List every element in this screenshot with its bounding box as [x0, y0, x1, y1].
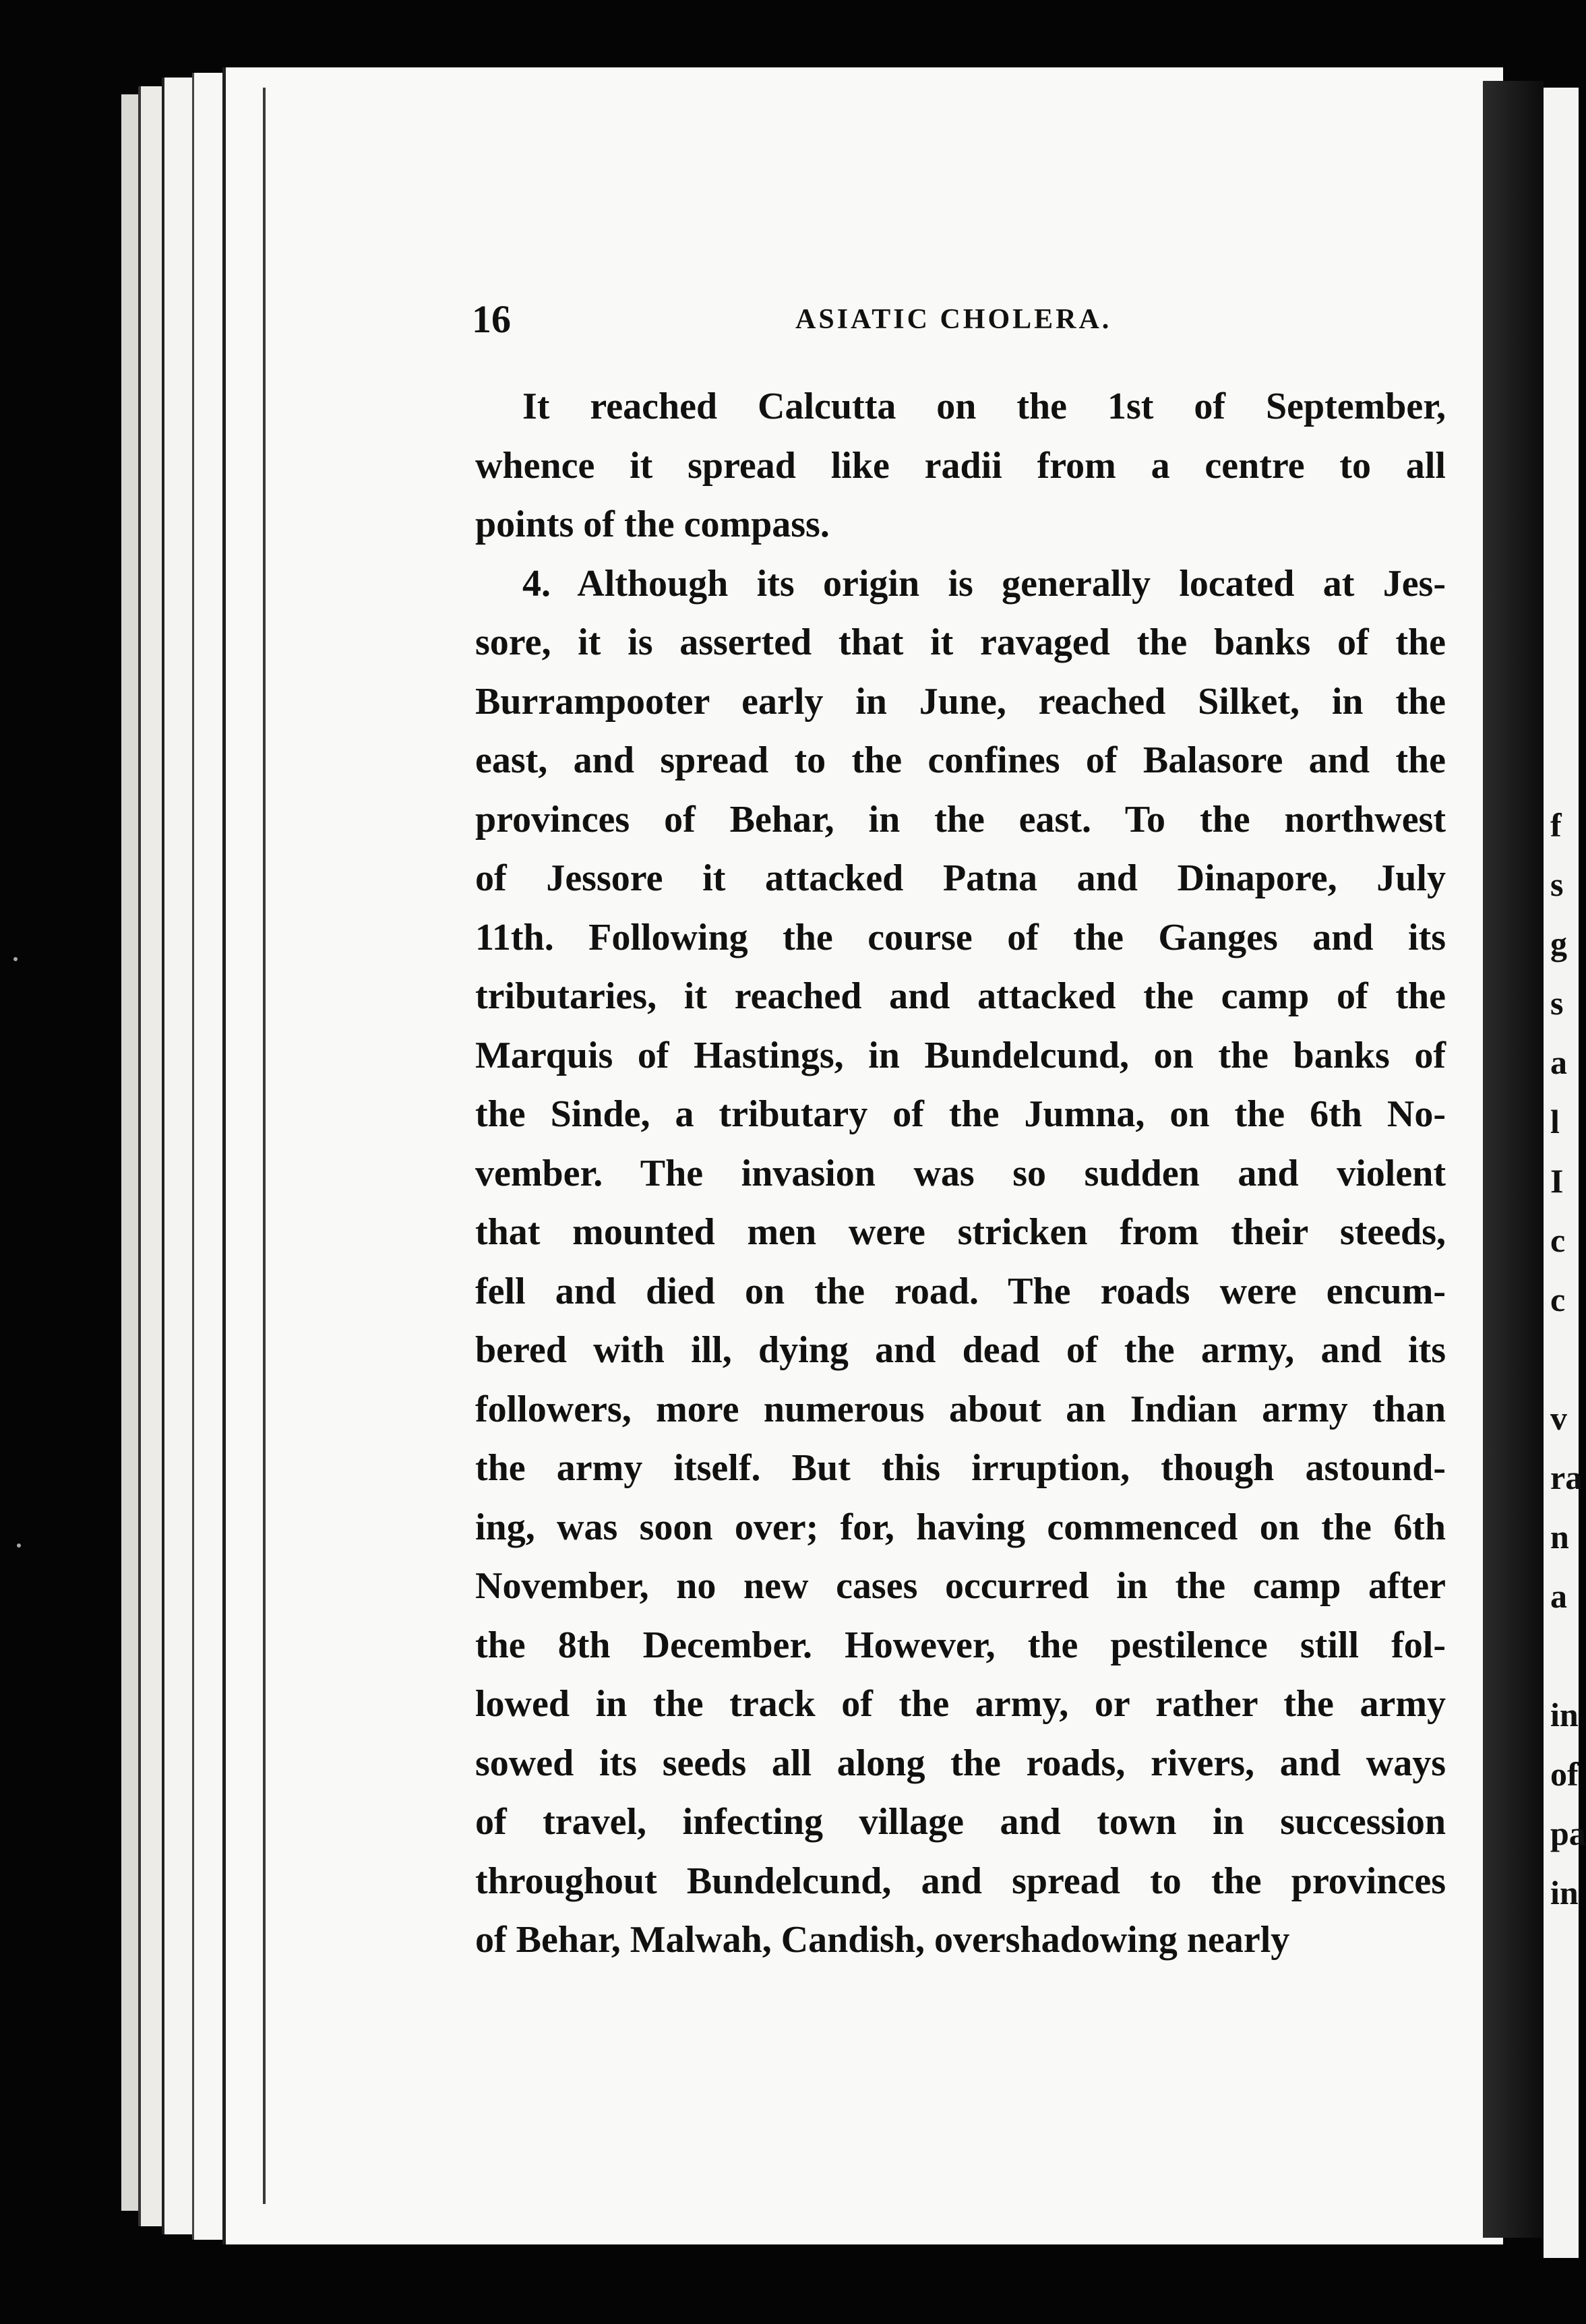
- facing-page-fragment: ra: [1550, 1459, 1583, 1496]
- text-line: provinces of Behar, in the east. To the northwest: [475, 798, 1446, 840]
- text-line: the Sinde, a tributary of the Jumna, on the 6th No-: [475, 1093, 1446, 1135]
- running-title: ASIATIC CHOLERA.: [795, 304, 1112, 335]
- facing-page-fragment: a: [1550, 1577, 1567, 1615]
- facing-page-fragment: c: [1550, 1221, 1566, 1259]
- facing-page-fragment: s: [1550, 984, 1564, 1022]
- facing-page-text: [1550, 795, 1586, 1922]
- text-line: east, and spread to the confines of Balasore and the: [475, 739, 1446, 781]
- text-line: throughout Bundelcund, and spread to the provinces: [475, 1860, 1446, 1902]
- facing-page-fragment: in: [1550, 1696, 1579, 1734]
- text-line: 11th. Following the course of the Ganges and its: [475, 916, 1446, 958]
- text-line: sowed its seeds all along the roads, rivers, and ways: [475, 1742, 1446, 1784]
- facing-page-fragment: [1550, 1626, 1579, 1685]
- facing-page-fragment: in: [1550, 1874, 1579, 1912]
- facing-page-fragment: c: [1550, 1281, 1566, 1318]
- text-line: fell and died on the road. The roads were encum-: [475, 1270, 1446, 1312]
- text-line: 4. Although its origin is generally located at Jes-: [522, 562, 1446, 605]
- text-line: ing, was soon over; for, having commenced on the 6th: [475, 1506, 1446, 1548]
- running-head: [472, 297, 1483, 350]
- text-line: lowed in the track of the army, or rather the army: [475, 1683, 1446, 1725]
- body-text: [475, 377, 1446, 1970]
- scan-speck: [13, 957, 18, 961]
- page-number: 16: [472, 297, 511, 341]
- text-line: followers, more numerous about an Indian army than: [475, 1388, 1446, 1430]
- text-line: the 8th December. However, the pestilence still fol-: [475, 1624, 1446, 1666]
- facing-page-fragment: g: [1550, 925, 1567, 962]
- text-line: Marquis of Hastings, in Bundelcund, on the banks of: [475, 1034, 1446, 1076]
- facing-page-fragment: n: [1550, 1518, 1569, 1556]
- facing-page-fragment: f: [1550, 806, 1562, 844]
- text-line: tributaries, it reached and attacked the camp of the: [475, 975, 1446, 1017]
- text-line: Burrampooter early in June, reached Silket, in the: [475, 680, 1446, 723]
- facing-page-fragment: pa: [1550, 1814, 1586, 1852]
- facing-page-fragment: s: [1550, 865, 1564, 903]
- book-gutter: [1483, 81, 1544, 2238]
- text-line: that mounted men were stricken from their steeds,: [475, 1211, 1446, 1253]
- text-line: It reached Calcutta on the 1st of September,: [522, 386, 1446, 427]
- facing-page-fragment: [1550, 1329, 1579, 1388]
- facing-page-fragment: l: [1550, 1103, 1560, 1140]
- text-line: points of the compass.: [475, 503, 830, 545]
- text-line: sore, it is asserted that it ravaged the banks of the: [475, 621, 1446, 663]
- scan-speck: [17, 1543, 21, 1548]
- text-line: vember. The invasion was so sudden and violent: [475, 1152, 1446, 1194]
- facing-page-fragment: of: [1550, 1755, 1579, 1793]
- text-line: of Behar, Malwah, Candish, overshadowing nearly: [475, 1919, 1290, 1961]
- text-line: November, no new cases occurred in the camp after: [475, 1565, 1446, 1607]
- text-line: of Jessore it attacked Patna and Dinapore, July: [475, 857, 1446, 899]
- text-line: bered with ill, dying and dead of the army, and its: [475, 1329, 1446, 1371]
- page-border: [263, 88, 266, 2204]
- text-line: of travel, infecting village and town in succession: [475, 1801, 1446, 1843]
- text-line: whence it spread like radii from a centre to all: [475, 444, 1446, 487]
- facing-page-fragment: v: [1550, 1399, 1567, 1437]
- text-line: the army itself. But this irruption, though astound-: [475, 1447, 1446, 1489]
- facing-page-fragment: a: [1550, 1043, 1567, 1081]
- facing-page-fragment: I: [1550, 1162, 1564, 1200]
